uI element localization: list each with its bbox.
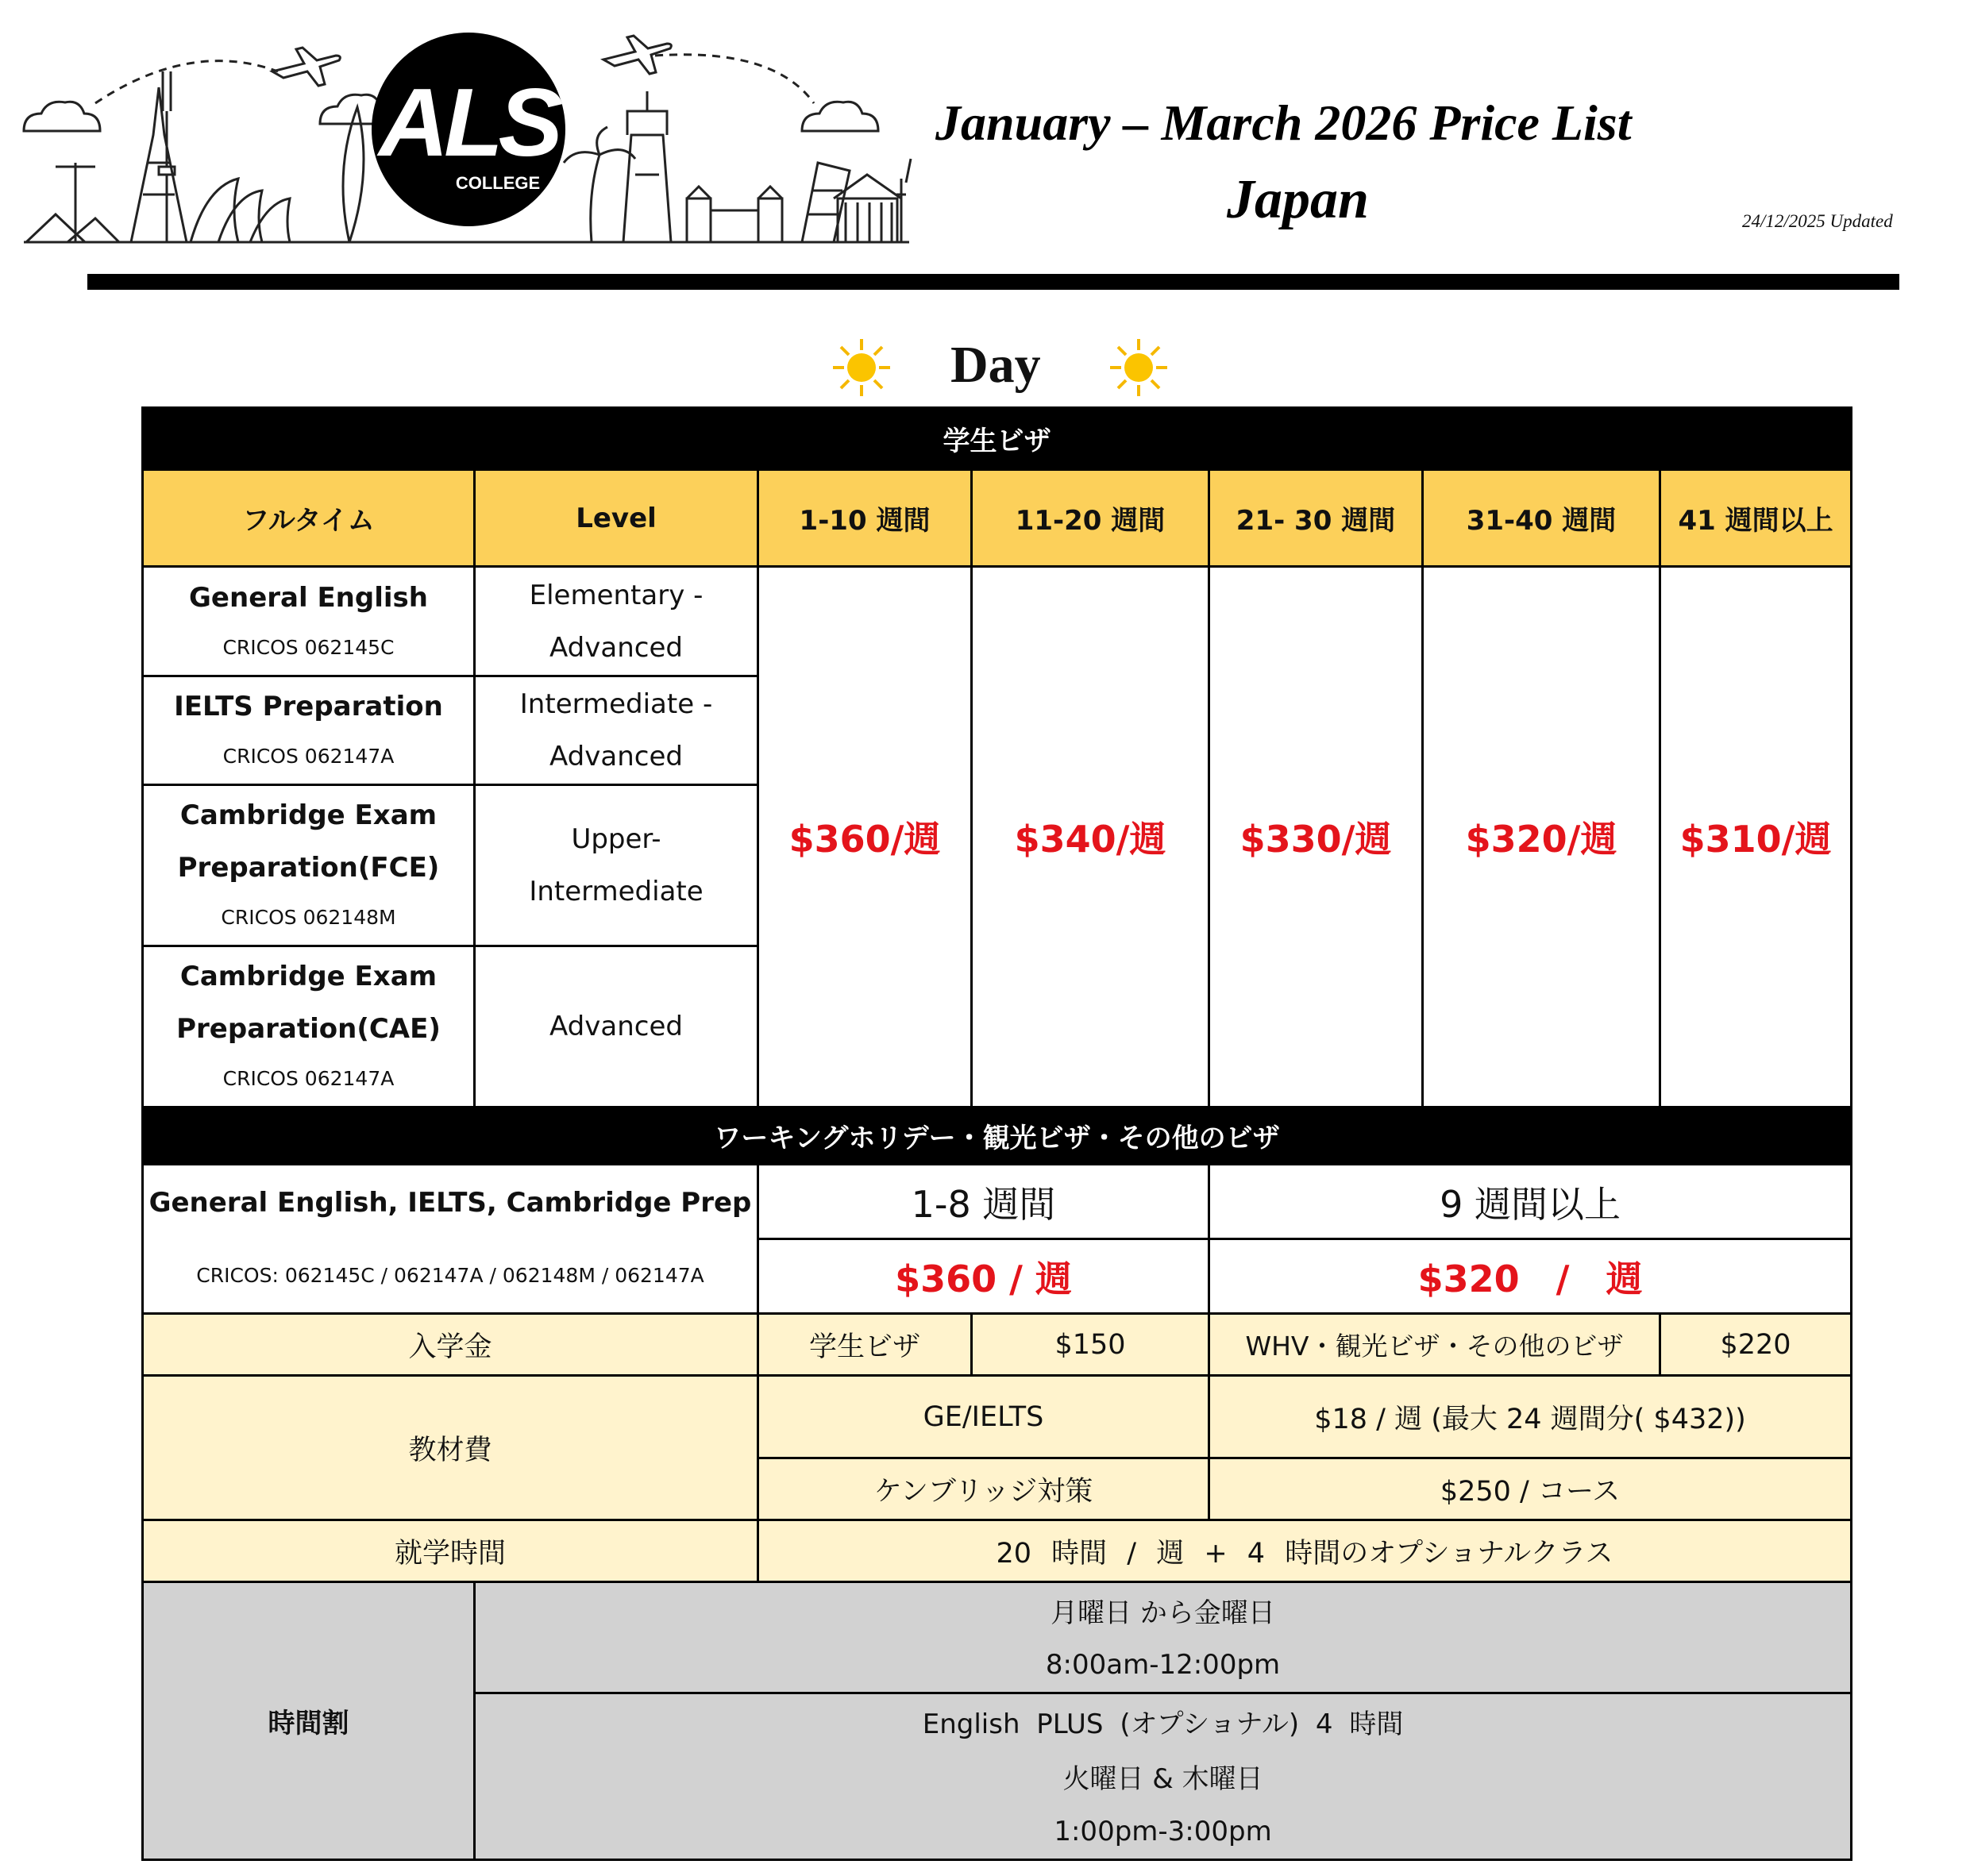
study-hours-label: 就学時間 xyxy=(143,1520,758,1582)
table-row xyxy=(143,1165,1852,1239)
cloud-icon xyxy=(802,102,878,131)
fee-value: $250 / コース xyxy=(1209,1458,1852,1520)
price-cell: $310/週 xyxy=(1660,567,1852,1107)
column-header: 1-10 週間 xyxy=(758,470,972,567)
table-row xyxy=(143,1520,1852,1582)
optional-class-days: 火曜日 & 木曜日 xyxy=(475,1749,1852,1805)
airplane-icon xyxy=(272,48,340,86)
column-header: Level xyxy=(475,470,758,567)
price-cell: $320 / 週 xyxy=(1209,1239,1852,1314)
price-cell: $320/週 xyxy=(1423,567,1660,1107)
price-cell: $330/週 xyxy=(1209,567,1423,1107)
courses-label: General English, IELTS, Cambridge Prep xyxy=(148,1186,752,1219)
course-name: IELTS Preparation xyxy=(174,691,443,722)
period-cell: 9 週間以上 xyxy=(1209,1165,1852,1239)
price-list-title: January – March 2026 Price List xyxy=(935,94,1632,151)
svg-text:ALS: ALS xyxy=(379,68,558,176)
course-name: Preparation(FCE) xyxy=(177,852,440,884)
level-text: Intermediate - xyxy=(519,688,713,720)
cricos-code: CRICOS 062145C xyxy=(222,635,395,659)
level-cell xyxy=(475,676,758,785)
als-college-logo xyxy=(361,30,579,229)
fee-category: 学生ビザ xyxy=(758,1314,972,1376)
fee-category: GE/IELTS xyxy=(758,1376,1209,1458)
level-text: Advanced xyxy=(549,741,683,772)
level-text: Upper- xyxy=(571,823,661,855)
enrolment-label: 入学金 xyxy=(143,1314,758,1376)
level-cell xyxy=(475,567,758,676)
course-cell xyxy=(143,676,475,785)
country-title: Japan xyxy=(1227,169,1369,230)
sun-icon xyxy=(831,337,892,398)
cloud-icon xyxy=(24,102,100,131)
period-cell: 1-8 週間 xyxy=(758,1165,1209,1239)
course-name: Cambridge Exam xyxy=(179,799,438,831)
course-name: Preparation(CAE) xyxy=(176,1013,441,1045)
svg-text:COLLEGE: COLLEGE xyxy=(455,173,541,193)
course-cell xyxy=(143,785,475,946)
level-text: Intermediate xyxy=(529,876,704,907)
price-cell: $360 / 週 xyxy=(758,1239,1209,1314)
cricos-code: CRICOS: 062145C / 062147A / 062148M / 062147A xyxy=(196,1263,704,1287)
fee-value: $220 xyxy=(1660,1314,1852,1376)
level-cell xyxy=(475,785,758,946)
cricos-code: CRICOS 062147A xyxy=(222,745,395,768)
table-row xyxy=(143,1314,1852,1376)
course-name: Cambridge Exam xyxy=(179,961,438,992)
optional-class-hours: 1:00pm-3:00pm xyxy=(475,1805,1852,1860)
updated-date: 24/12/2025 Updated xyxy=(1742,211,1893,231)
column-header: 31-40 週間 xyxy=(1423,470,1660,567)
column-header: フルタイム xyxy=(143,470,475,567)
fee-value: $150 xyxy=(972,1314,1209,1376)
column-header: 11-20 週間 xyxy=(972,470,1209,567)
cricos-code: CRICOS 062147A xyxy=(222,1067,395,1090)
header-divider xyxy=(87,274,1899,290)
materials-label: 教材費 xyxy=(143,1376,758,1520)
price-cell: $340/週 xyxy=(972,567,1209,1107)
section-title-day: Day xyxy=(950,336,1041,394)
fee-category: ケンブリッジ対策 xyxy=(758,1458,1209,1520)
student-visa-band: 学生ビザ xyxy=(143,408,1852,470)
fee-category: WHV・観光ビザ・その他のビザ xyxy=(1209,1314,1660,1376)
column-header: 41 週間以上 xyxy=(1660,470,1852,567)
course-cell xyxy=(143,567,475,676)
price-header-row xyxy=(143,470,1852,567)
column-header: 21- 30 週間 xyxy=(1209,470,1423,567)
fee-value: $18 / 週 (最大 24 週間分( $432)) xyxy=(1209,1376,1852,1458)
timetable-label: 時間割 xyxy=(143,1582,475,1860)
level-text: Advanced xyxy=(549,631,683,664)
table-row xyxy=(143,1376,1852,1458)
optional-class-title: English PLUS (オプショナル) 4 時間 xyxy=(475,1693,1852,1749)
other-visa-course-cell xyxy=(143,1165,758,1314)
course-cell xyxy=(143,946,475,1107)
table-row xyxy=(143,1582,1852,1638)
level-text: Elementary - xyxy=(529,579,704,611)
course-name: General English xyxy=(189,581,428,614)
price-cell: $360/週 xyxy=(758,567,972,1107)
timetable-hours: 8:00am-12:00pm xyxy=(475,1638,1852,1693)
cricos-code: CRICOS 062148M xyxy=(221,906,396,929)
sun-icon xyxy=(1108,337,1169,398)
other-visa-band: ワーキングホリデー・観光ビザ・その他のビザ xyxy=(143,1107,1852,1165)
timetable-days: 月曜日 から金曜日 xyxy=(475,1582,1852,1638)
study-hours-value: 20 時間 / 週 + 4 時間のオプショナルクラス xyxy=(758,1520,1852,1582)
price-table xyxy=(141,406,1852,1861)
table-row xyxy=(143,567,1852,676)
level-cell: Advanced xyxy=(475,946,758,1107)
